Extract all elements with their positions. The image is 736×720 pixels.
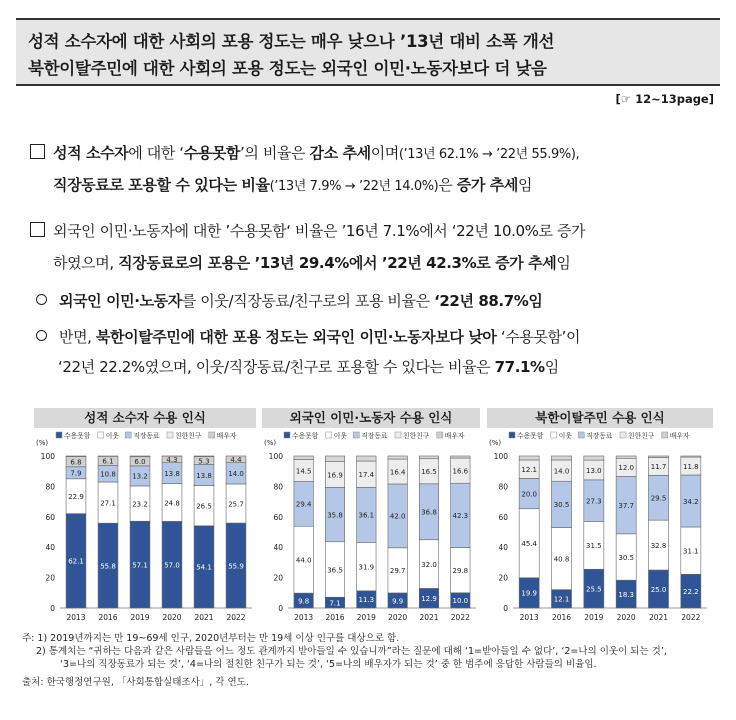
x-tick-label: 2021 [648, 613, 669, 622]
data-label: 44.0 [295, 556, 312, 565]
circle-bullet-icon [36, 330, 47, 341]
data-label: 57.0 [164, 561, 180, 570]
data-label: 19.9 [521, 589, 537, 598]
legend-label: 배우자 [444, 432, 465, 440]
square-bullet-icon [30, 222, 45, 237]
legend-swatch [551, 432, 557, 438]
text: 하였으며, [53, 254, 119, 272]
chart-title-3: 북한이탈주민 수용 인식 [487, 408, 713, 428]
data-label: 37.7 [618, 501, 634, 510]
bar-remainder [130, 456, 150, 457]
data-label: 25.0 [650, 585, 667, 594]
data-label: 13.0 [586, 466, 602, 475]
text: ‘22년 22.2%였으며, 이웃/직장동료/친구로 포용할 수 있다는 비율은 [58, 358, 495, 376]
legend-label: 배우자 [216, 432, 237, 440]
bar-remainder [584, 456, 604, 460]
data-label: 27.1 [100, 499, 116, 508]
source-note: 출처: 한국행정연구원, 「사회통합실태조사」, 각 연도. [22, 677, 249, 688]
x-tick-label: 2016 [325, 613, 345, 622]
x-tick-label: 2021 [419, 613, 439, 622]
bullet-1 [36, 286, 543, 316]
legend-label: 친한친구 [175, 432, 202, 440]
y-axis-label: (%) [489, 439, 502, 447]
data-label: 57.1 [132, 561, 148, 570]
data-label: 12.1 [553, 595, 570, 604]
data-label: 6.0 [134, 458, 146, 467]
data-label: 32.0 [421, 560, 437, 569]
data-label: 23.2 [132, 500, 148, 509]
data-label: 32.8 [650, 541, 667, 550]
bar-remainder [648, 456, 668, 458]
text-bold: 77.1% [494, 358, 545, 376]
data-label: 6.8 [70, 458, 82, 467]
bar-remainder [325, 456, 344, 462]
y-tick-label: 60 [273, 512, 283, 522]
legend-label: 직장동료 [133, 432, 160, 440]
text-bold: 감소 추세 [309, 144, 371, 162]
data-label: 16.5 [421, 468, 437, 477]
y-tick-label: 40 [45, 543, 55, 553]
x-tick-label: 2019 [584, 613, 604, 622]
legend-label: 친한친구 [628, 432, 655, 440]
y-tick-label: 40 [273, 543, 283, 553]
y-tick-label: 20 [273, 573, 283, 583]
data-label: 12.1 [521, 465, 537, 474]
y-tick-label: 20 [498, 573, 508, 583]
data-label: 31.5 [586, 542, 602, 551]
legend-swatch [125, 432, 131, 438]
legend-label: 직장동료 [361, 432, 388, 440]
data-label: 25.7 [228, 500, 244, 509]
data-label: 29.5 [650, 494, 667, 503]
x-tick-label: 2016 [98, 613, 118, 622]
data-label: 24.8 [164, 499, 180, 508]
data-label: 45.4 [521, 540, 537, 549]
text-small: (’13년 7.9% → ’22년 14.0%) [269, 179, 439, 194]
y-tick-label: 100 [40, 452, 55, 461]
data-label: 12.9 [421, 594, 437, 603]
bullet-2-line-2 [58, 352, 559, 382]
y-tick-label: 80 [45, 482, 55, 492]
data-label: 27.3 [586, 497, 602, 506]
headline-line-1: 성적 소수자에 대한 사회의 포용 정도는 매우 낮으나 ’13년 대비 소폭 개선 [28, 32, 555, 51]
legend-label: 친한친구 [403, 432, 430, 440]
bar-remainder [519, 456, 539, 460]
legend-label: 이웃 [105, 432, 119, 440]
data-label: 16.4 [389, 468, 406, 477]
headline-line-2: 북한이탈주민에 대한 사회의 포용 정도는 외국인 이민·노동자보다 더 낮음 [28, 59, 547, 78]
x-tick-label: 2022 [681, 613, 701, 622]
data-label: 20.0 [521, 490, 537, 499]
y-tick-label: 0 [278, 604, 283, 613]
data-label: 31.1 [683, 547, 699, 556]
text: 반면, [59, 328, 96, 346]
data-label: 30.5 [618, 553, 634, 562]
data-label: 6.1 [102, 457, 114, 466]
legend-swatch [167, 432, 173, 438]
data-label: 11.3 [358, 596, 375, 605]
text-bold: 북한이탈주민에 대한 포용 정도는 외국인 이민·노동자보다 낮아 [95, 328, 497, 346]
legend-swatch [326, 432, 332, 438]
data-label: 29.7 [389, 567, 406, 576]
data-label: 4.3 [166, 456, 178, 465]
text-bold: 성적 소수자 [53, 144, 129, 162]
legend-swatch [98, 432, 104, 438]
bar-remainder [551, 456, 571, 460]
x-tick-label: 2020 [616, 613, 636, 622]
legend-swatch [395, 432, 401, 438]
data-label: 11.8 [683, 462, 699, 471]
legend-swatch [209, 432, 215, 438]
data-label: 29.4 [295, 500, 312, 509]
data-label: 7.1 [329, 599, 341, 608]
data-label: 55.8 [100, 562, 116, 571]
data-label: 4.4 [230, 456, 242, 465]
text-bold: 외국인 이민·노동자 [59, 292, 182, 310]
text: ‘수용못함’이 [496, 328, 581, 346]
data-label: 26.5 [196, 502, 212, 511]
data-label: 31.9 [358, 563, 375, 572]
paragraph-2-line-2 [53, 248, 570, 278]
legend-swatch [578, 432, 584, 438]
data-label: 29.8 [452, 566, 469, 575]
legend-label: 직장동료 [586, 432, 613, 440]
bar-remainder [388, 456, 407, 459]
y-tick-label: 0 [50, 604, 55, 613]
data-label: 40.8 [553, 555, 570, 564]
data-label: 9.8 [298, 597, 310, 606]
data-label: 62.1 [68, 557, 84, 566]
data-label: 13.8 [196, 471, 212, 480]
data-label: 22.2 [683, 587, 699, 596]
x-tick-label: 2020 [388, 613, 408, 622]
data-label: 25.5 [586, 585, 602, 594]
x-tick-label: 2016 [551, 613, 572, 622]
data-label: 14.5 [295, 467, 312, 476]
data-label: 36.5 [327, 566, 343, 575]
x-tick-label: 2019 [356, 613, 376, 622]
data-label: 10.8 [100, 470, 116, 479]
y-tick-label: 0 [503, 604, 508, 613]
data-label: 16.9 [327, 471, 343, 480]
text-bold: 증가 추세 [456, 176, 518, 194]
text: 임 [517, 176, 533, 194]
chart-foreign-workers [262, 430, 484, 625]
text: 은 [438, 176, 457, 194]
note-2: 2) 통계치는 “귀하는 다음과 같은 사람들을 어느 정도 관계까지 받아들일 수 있습니까”라는 질문에 대해 ‘1=받아들일 수 없다’, ‘2=나의 이웃이 되는 것’, [36, 646, 667, 657]
x-tick-label: 2022 [226, 613, 246, 622]
legend-label: 이웃 [558, 432, 572, 440]
data-label: 36.8 [421, 508, 437, 517]
data-label: 10.0 [452, 597, 469, 606]
legend-label: 수용못함 [64, 432, 91, 440]
data-label: 14.0 [228, 470, 244, 479]
x-tick-label: 2022 [450, 613, 470, 622]
legend-label: 배우자 [669, 432, 690, 440]
bar-remainder [294, 456, 313, 459]
square-bullet-icon [30, 144, 45, 159]
bar-remainder [451, 456, 470, 458]
note-1: 주: 1) 2019년까지는 만 19~69세 인구, 2020년부터는 만 19세 이상 인구를 대상으로 함. [22, 633, 400, 644]
text: 이며 [370, 144, 399, 162]
text-bold: ‘22년 88.7%임 [434, 292, 543, 310]
data-label: 42.0 [389, 512, 406, 521]
bar-remainder [616, 456, 636, 458]
x-tick-label: 2021 [194, 613, 214, 622]
bullet-2-line-1 [36, 322, 580, 352]
x-tick-label: 2019 [130, 613, 150, 622]
text-bold: 수용못함 [183, 144, 241, 162]
paragraph-2-line-1 [30, 216, 585, 246]
legend-swatch [662, 432, 668, 438]
legend-label: 이웃 [333, 432, 347, 440]
paragraph-1-line-1 [30, 138, 579, 170]
legend-label: 수용못함 [292, 432, 319, 440]
data-label: 35.8 [327, 511, 343, 520]
data-label: 9.9 [392, 597, 404, 606]
text-small: (’13년 62.1% → ’22년 55.9%), [398, 147, 580, 162]
y-tick-label: 100 [493, 452, 508, 461]
paragraph-1-line-2 [53, 170, 532, 202]
x-tick-label: 2013 [519, 613, 539, 622]
text: 임 [544, 358, 559, 376]
y-tick-label: 60 [498, 512, 508, 522]
x-tick-label: 2013 [66, 613, 86, 622]
text: 외국인 이민·노동자에 대한 ’수용못함‘ 비율은 ’16년 7.1%에서 ‘22년 10.0%로 증가 [53, 222, 586, 240]
data-label: 18.3 [618, 590, 634, 599]
x-tick-label: 2020 [162, 613, 182, 622]
chart-title-2: 외국인 이민·노동자 수용 인식 [262, 408, 480, 428]
data-label: 5.3 [198, 457, 210, 466]
data-label: 14.0 [553, 467, 570, 476]
y-axis-label: (%) [264, 439, 277, 447]
legend-swatch [620, 432, 626, 438]
y-tick-label: 80 [273, 482, 283, 492]
y-tick-label: 100 [268, 452, 283, 461]
data-label: 12.0 [618, 464, 634, 473]
chart-north-korean-defectors [487, 430, 715, 625]
bar-remainder [681, 456, 701, 457]
note-3: ‘3=나의 직장동료가 되는 것’, ‘4=나의 절친한 친구가 되는 것’, ‘5=나의 배우자가 되는 것’ 중 한 범주에 응답한 사람들의 비율임. [60, 659, 597, 670]
bar-remainder [357, 456, 376, 461]
page-reference: [☞ 12~13page] [615, 92, 714, 106]
data-label: 36.1 [358, 511, 375, 520]
legend-swatch [284, 432, 290, 438]
data-label: 34.2 [683, 497, 699, 506]
text: 를 이웃/직장동료/친구로의 포용 비율은 [181, 292, 435, 310]
data-label: 13.8 [164, 469, 180, 478]
y-tick-label: 40 [498, 543, 508, 553]
legend-label: 수용못함 [517, 432, 544, 440]
legend-swatch [509, 432, 515, 438]
data-label: 7.9 [70, 469, 82, 478]
text-bold: 직장동료로의 포용은 ’13년 29.4%에서 ’22년 42.3%로 증가 추세 [118, 254, 557, 272]
y-tick-label: 60 [45, 512, 55, 522]
y-tick-label: 20 [45, 573, 55, 583]
data-label: 13.2 [132, 472, 148, 481]
data-label: 11.7 [650, 463, 667, 472]
data-label: 42.3 [452, 512, 469, 521]
legend-swatch [56, 432, 62, 438]
data-label: 54.1 [196, 563, 212, 572]
circle-bullet-icon [36, 294, 47, 305]
headline-box [16, 18, 720, 86]
data-label: 22.9 [68, 493, 84, 502]
y-axis-label: (%) [36, 439, 49, 447]
chart-sexual-minority [34, 430, 260, 625]
text: 임 [556, 254, 571, 272]
data-label: 17.4 [358, 471, 375, 480]
data-label: 30.5 [553, 501, 570, 510]
text: 에 대한 ‘ [128, 144, 184, 162]
chart-title-1: 성적 소수자 수용 인식 [34, 408, 256, 428]
text: ’의 비율은 [240, 144, 310, 162]
y-tick-label: 80 [498, 482, 508, 492]
text-bold: 직장동료로 포용할 수 있다는 비율 [53, 176, 270, 194]
legend-swatch [353, 432, 359, 438]
data-label: 55.9 [228, 562, 244, 571]
data-label: 16.6 [452, 467, 469, 476]
legend-swatch [437, 432, 443, 438]
bar-remainder [419, 456, 438, 459]
x-tick-label: 2013 [294, 613, 314, 622]
